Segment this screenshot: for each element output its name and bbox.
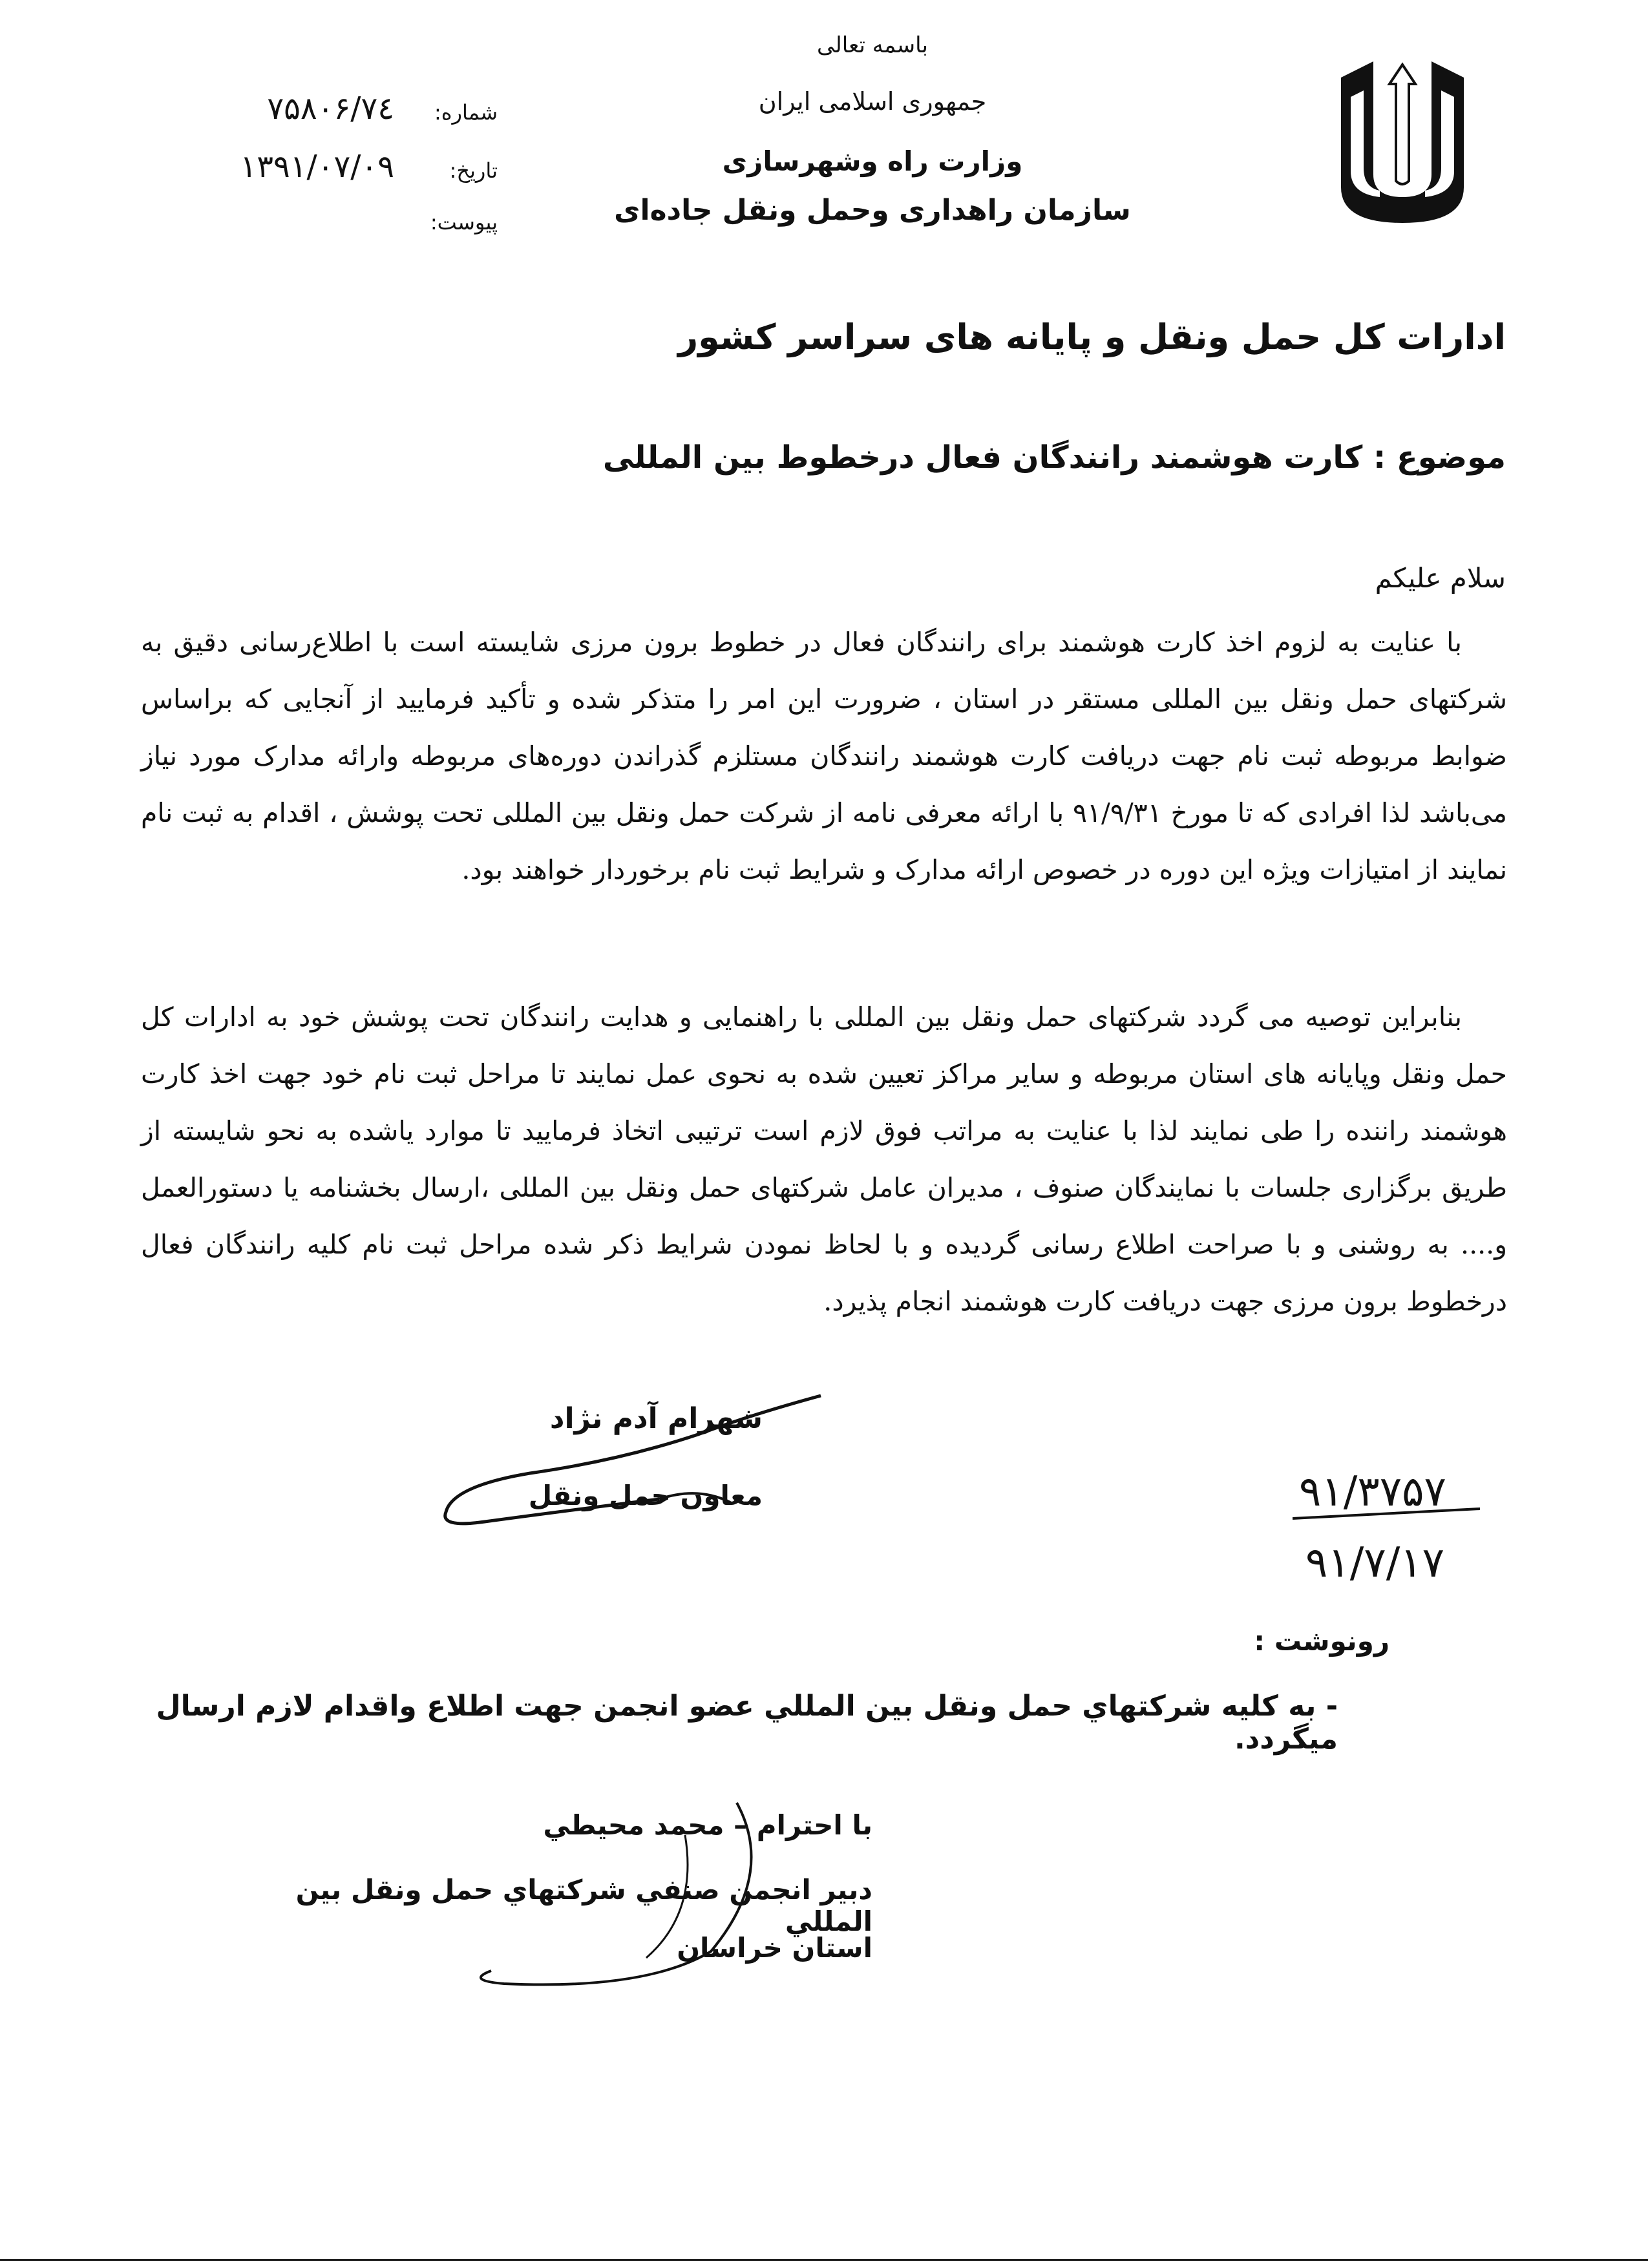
organization-title: سازمان راهداری وحمل ونقل جاده‌ای bbox=[614, 194, 1131, 227]
signer-name: شهرام آدم نژاد bbox=[549, 1402, 763, 1435]
page-bottom-rule bbox=[0, 2259, 1648, 2261]
cc-item: - به كليه شركتهاي حمل ونقل بين المللي عضو انجمن جهت اطلاع واقدام لازم ارسال ميگردد. bbox=[156, 1690, 1338, 1756]
footer-signer-name: با احترام – محمد محيطي bbox=[543, 1809, 872, 1841]
footer-signer-province: استان خراسان bbox=[677, 1932, 872, 1964]
organization-logo bbox=[1328, 58, 1477, 226]
basmala: باسمه تعالی bbox=[817, 32, 928, 58]
body-paragraph-2: بنابراین توصیه می گردد شرکتهای حمل ونقل بین المللی با راهنمایی و هدایت رانندگان تحت پوشش خود به ادارات کل حمل ونقل وپایانه های استان مربوطه و سایر مراکز تعیین شده به نحوی عمل نمایند تا مراحل ثبت نام خود جهت اخذ کارت هوشمند راننده را طی نمایند لذا با عنایت به مراتب فوق لازم است ترتیبی اتخاذ فرمایید تا موارد یاشده به نحو شایسته از طریق برگزاری جلسات با نمایندگان صنوف ، مدیران عامل شرکتهای حمل ونقل بین المللی ،ارسال بخشنامه یا دستورالعمل و.... به روشنی و با صراحت اطلاع رسانی گردیده و با لحاظ نمودن شرایط ذکر شده مراحل ثبت نام کلیه رانندگان فعال درخطوط برون مرزی جهت دریافت کارت هوشمند انجام پذیرد. bbox=[141, 1002, 1508, 1317]
body-paragraph-1: با عنایت به لزوم اخذ کارت هوشمند برای رانندگان فعال در خطوط برون مرزی شایسته است با اطلاع‌رسانی دقیق به شرکتهای حمل ونقل بین المللی مستقر در استان ، ضرورت این امر را متذکر شده و تأکید فرمایید از آنجایی که براساس ضوابط مربوطه ثبت نام جهت دریافت کارت هوشمند رانندگان مستلزم گذراندن دوره‌های مربوطه وارائه مدارک مورد نیاز می‌باشد لذا افرادی که تا مورخ ۹۱/۹/۳۱ با ارائه معرفی نامه از شرکت حمل ونقل بین المللی تحت پوشش ، اقدام به ثبت نام نمایند از امتیازات ویژه این دوره در خصوص ارائه مدارک و شرایط ثبت نام برخوردار خواهند بود. bbox=[141, 627, 1507, 885]
handwritten-ref-number: ۹۱/۳۷۵۷ bbox=[1299, 1468, 1446, 1516]
date-label: تاریخ: bbox=[449, 158, 498, 183]
date-value: ۱۳۹۱/۰۷/۰۹ bbox=[240, 149, 394, 185]
handwritten-signature bbox=[427, 1389, 827, 1531]
handwritten-reference bbox=[1293, 1454, 1486, 1596]
number-label: شماره: bbox=[434, 100, 498, 125]
attachment-label: پیوست: bbox=[430, 210, 498, 235]
republic-title: جمهوری اسلامی ایران bbox=[758, 87, 987, 116]
greeting: سلام علیکم bbox=[1375, 562, 1506, 594]
recipient: ادارات کل حمل ونقل و پایانه های سراسر کشور bbox=[678, 317, 1506, 357]
footer-handwritten-signature bbox=[452, 1796, 788, 1997]
cc-label: رونوشت : bbox=[1254, 1625, 1389, 1657]
footer-signer-title: دبير انجمن صنفي شركتهاي حمل ونقل بين المللي bbox=[295, 1874, 872, 1937]
handwritten-ref-date: ۹۱/۷/۱۷ bbox=[1305, 1539, 1444, 1587]
ministry-title: وزارت راه وشهرسازی bbox=[722, 145, 1023, 177]
number-value: ۷۵۸۰۶/۷٤ bbox=[267, 90, 394, 127]
subject: موضوع : کارت هوشمند رانندگان فعال درخطوط بین المللی bbox=[602, 439, 1506, 476]
signer-title: معاون حمل ونقل bbox=[528, 1480, 763, 1511]
